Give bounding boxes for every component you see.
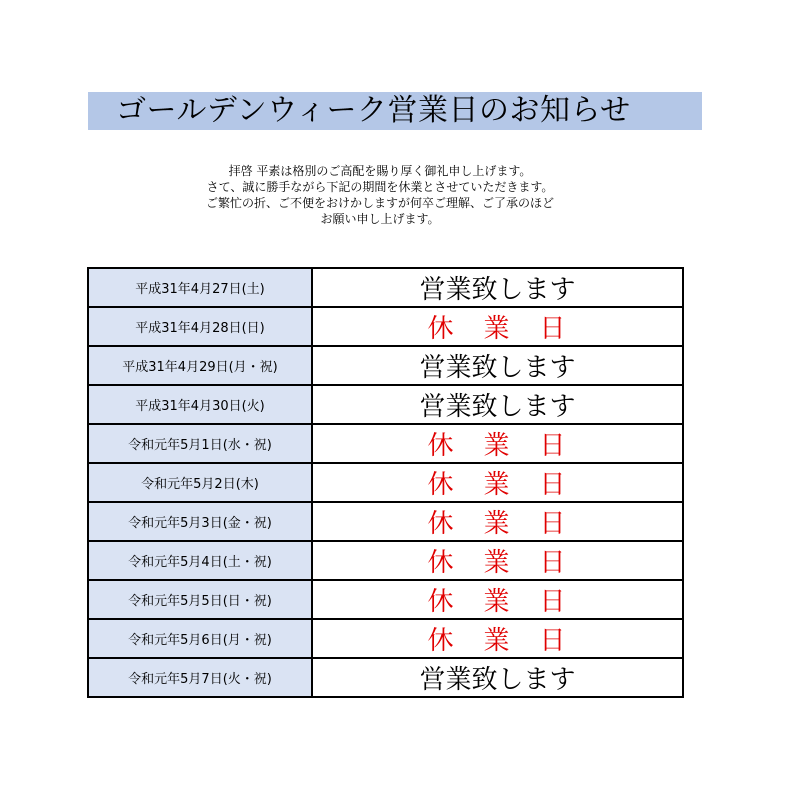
date-cell: 令和元年5月1日(水・祝) xyxy=(88,424,312,463)
table-row xyxy=(88,424,683,463)
table-row xyxy=(88,580,683,619)
table-row xyxy=(88,658,683,697)
status-cell: 営業致します xyxy=(312,268,683,307)
status-cell: 休 業 日 xyxy=(312,307,683,346)
date-cell: 令和元年5月2日(木) xyxy=(88,463,312,502)
status-cell: 営業致します xyxy=(312,385,683,424)
date-cell: 令和元年5月4日(土・祝) xyxy=(88,541,312,580)
notice-line: さて、誠に勝手ながら下記の期間を休業とさせていただきます。 xyxy=(206,180,554,194)
table-row xyxy=(88,307,683,346)
status-cell: 営業致します xyxy=(312,658,683,697)
table-row xyxy=(88,346,683,385)
table-row xyxy=(88,463,683,502)
table-row xyxy=(88,385,683,424)
status-cell: 休 業 日 xyxy=(312,463,683,502)
date-cell: 平成31年4月28日(日) xyxy=(88,307,312,346)
table-row xyxy=(88,619,683,658)
table-row xyxy=(88,502,683,541)
notice-line: ご繁忙の折、ご不便をおけかしますが何卒ご理解、ご了承のほど xyxy=(205,196,554,210)
date-cell: 平成31年4月27日(土) xyxy=(88,268,312,307)
status-cell: 休 業 日 xyxy=(312,502,683,541)
notice-text xyxy=(90,163,670,227)
table-row xyxy=(88,268,683,307)
table-row xyxy=(88,541,683,580)
schedule-table xyxy=(87,267,684,698)
date-cell: 令和元年5月5日(日・祝) xyxy=(88,580,312,619)
date-cell: 令和元年5月7日(火・祝) xyxy=(88,658,312,697)
date-cell: 平成31年4月29日(月・祝) xyxy=(88,346,312,385)
status-cell: 営業致します xyxy=(312,346,683,385)
status-cell: 休 業 日 xyxy=(312,619,683,658)
date-cell: 平成31年4月30日(火) xyxy=(88,385,312,424)
date-cell: 令和元年5月6日(月・祝) xyxy=(88,619,312,658)
notice-line: お願い申し上げます。 xyxy=(320,212,440,226)
notice-line: 拝啓 平素は格別のご高配を賜り厚く御礼申し上げます。 xyxy=(228,164,532,178)
title-banner xyxy=(88,92,702,130)
status-cell: 休 業 日 xyxy=(312,580,683,619)
page-title: ゴールデンウィーク営業日のお知らせ xyxy=(116,93,631,128)
status-cell: 休 業 日 xyxy=(312,541,683,580)
date-cell: 令和元年5月3日(金・祝) xyxy=(88,502,312,541)
status-cell: 休 業 日 xyxy=(312,424,683,463)
